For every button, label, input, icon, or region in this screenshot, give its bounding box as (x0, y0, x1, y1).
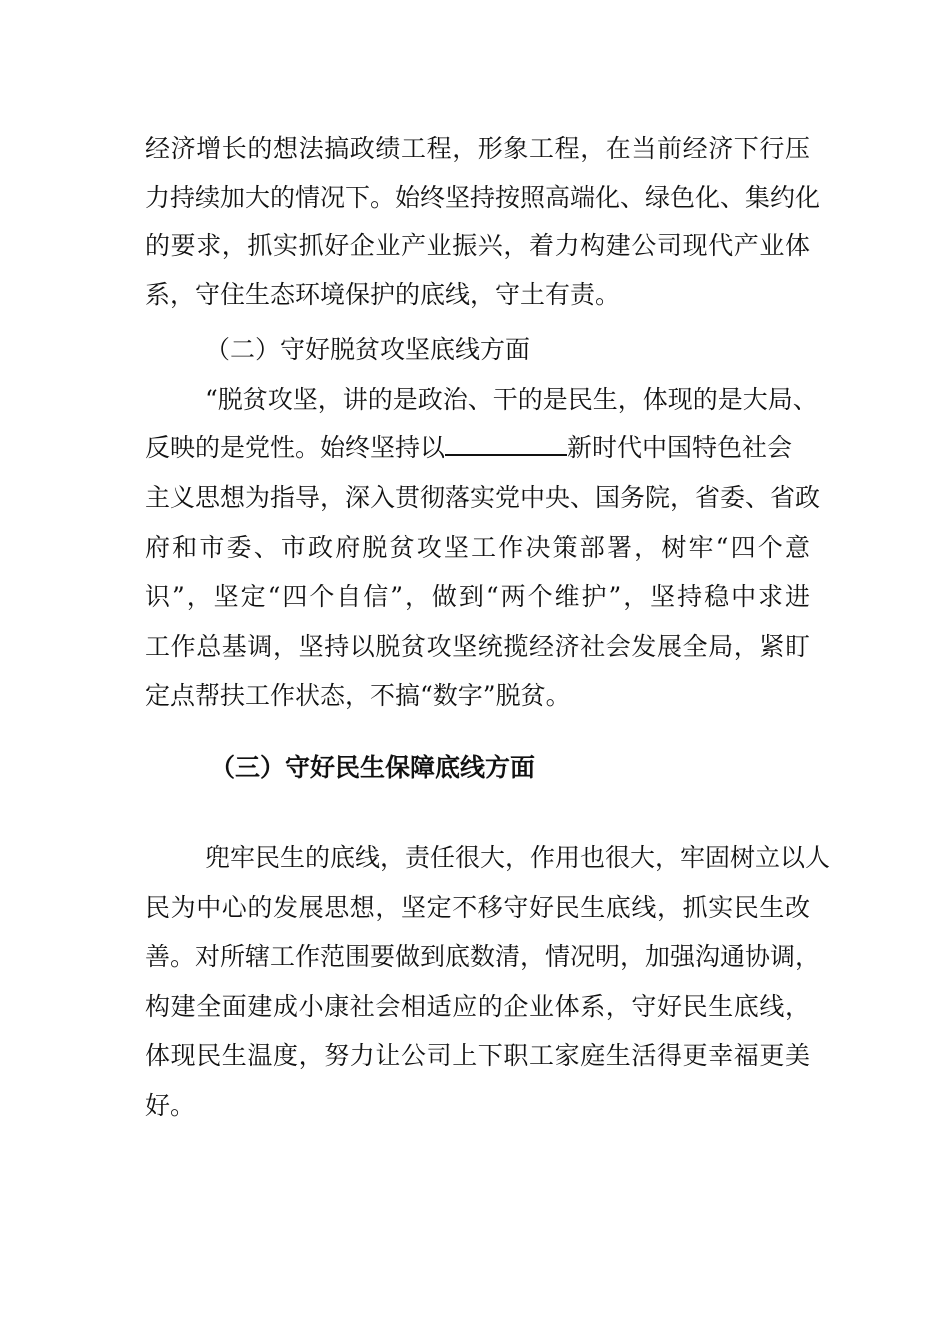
fill-in-blank (445, 430, 567, 456)
paragraph-line: 系，守住生态环境保护的底线，守土有责。 (145, 280, 621, 309)
paragraph-line: 经济增长的想法搞政绩工程，形象工程，在当前经济下行压 (145, 134, 810, 163)
paragraph-line: 定点帮扶工作状态，不搞“数字”脱贫。 (145, 681, 571, 710)
paragraph-line: 主义思想为指导，深入贯彻落实党中央、国务院，省委、省政 (145, 483, 821, 512)
paragraph-line: 力持续加大的情况下。始终坚持按照高端化、绿色化、集约化 (145, 183, 821, 212)
paragraph-line: 识”，坚定“四个自信”，做到“两个维护”，坚持稳中求进 (145, 582, 810, 611)
paragraph-line: 好。 (145, 1091, 196, 1120)
paragraph-line: 民为中心的发展思想，坚定不移守好民生底线，抓实民生改 (145, 893, 810, 922)
paragraph-line: 体现民生温度，努力让公司上下职工家庭生活得更幸福更美 (145, 1041, 810, 1070)
section-heading: （二）守好脱贫攻坚底线方面 (205, 335, 531, 364)
paragraph-line: 构建全面建成小康社会相适应的企业体系，守好民生底线， (145, 992, 810, 1021)
section-heading: （三）守好民生保障底线方面 (210, 753, 536, 782)
paragraph-line: 府和市委、市政府脱贫攻坚工作决策部署，树牢“四个意 (145, 533, 810, 562)
paragraph-line: 的要求，抓实抓好企业产业振兴，着力构建公司现代产业体 (145, 231, 810, 260)
paragraph-line-with-blank (145, 428, 810, 468)
text-after-blank: 新时代中国特色社会 (567, 433, 793, 462)
text-before-blank: 反映的是党性。始终坚持以 (145, 433, 446, 462)
paragraph-line: 工作总基调，坚持以脱贫攻坚统揽经济社会发展全局，紧盯 (145, 632, 810, 661)
paragraph-line: 兜牢民生的底线，责任很大，作用也很大，牢固树立以人 (205, 843, 831, 872)
paragraph-line: 善。对所辖工作范围要做到底数清，情况明，加强沟通协调， (145, 942, 821, 971)
paragraph-line: “脱贫攻坚，讲的是政治、干的是民生，体现的是大局、 (205, 385, 818, 414)
